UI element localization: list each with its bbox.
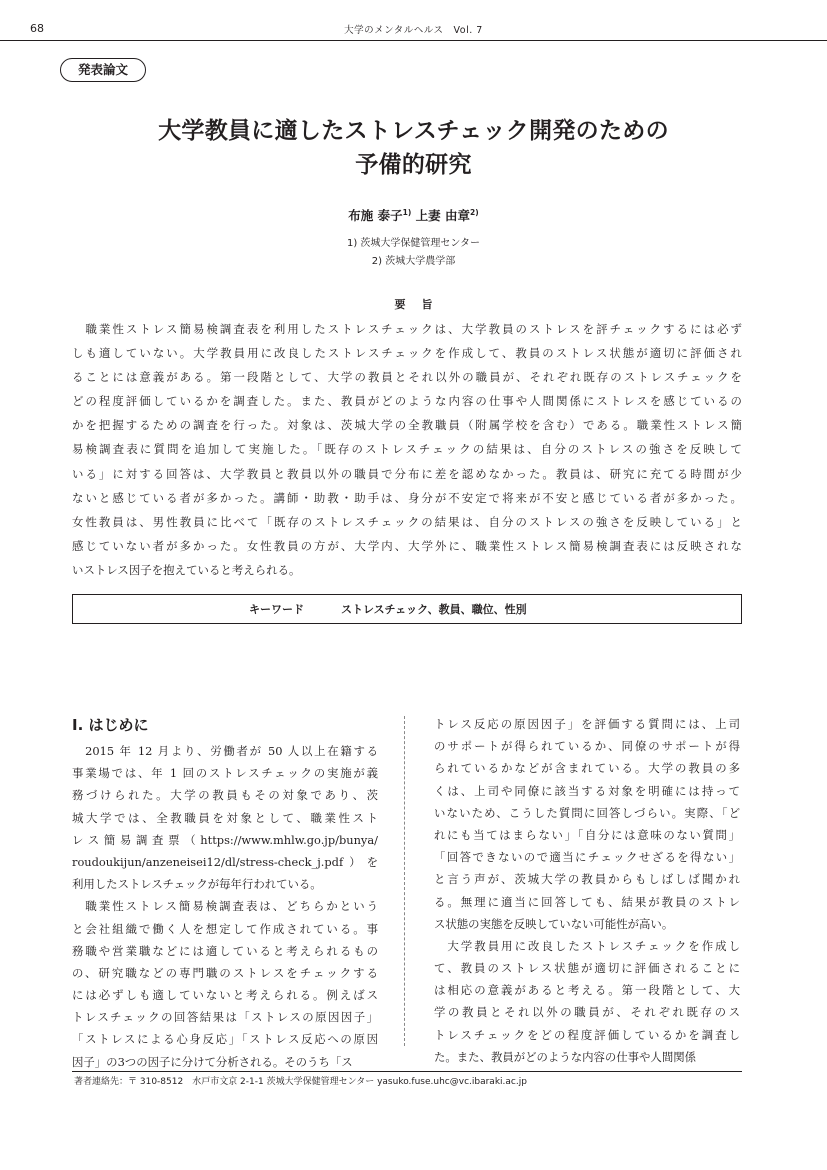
abstract-heading: 要旨: [394, 298, 449, 311]
text-line: ないと感じている者が多かった。講師・助教・助手は、身分が不安定で将来が不安と感じている者が多かった。: [72, 490, 742, 505]
text-line: の、研究職などの専門職のストレスをチェックする: [72, 965, 378, 980]
text-line: ス状態の実態を反映していない可能性が高い。: [434, 916, 674, 931]
text-line: 「回答できないので適当にチェックせざるを得ない」: [434, 850, 740, 865]
text-line: どの程度評価しているかを調査した。また、教員がどのような内容の仕事や人間関係にストレスを感じているの: [72, 394, 742, 409]
text-line: 感じていない者が多かった。女性教員の方が、大学内、大学外に、職業性ストレス簡易検調査表には反映されな: [72, 538, 742, 553]
body-column-left: [72, 740, 378, 1073]
abstract-body: [72, 317, 742, 582]
text-line: レス簡易調査票（https://www.mhlw.go.jp/bunya/: [72, 832, 378, 847]
column-divider: [404, 716, 405, 1046]
text-line: 女性教員は、男性教員に比べて「既存のストレスチェックの結果は、自分のストレスの強さを反映している」と: [72, 514, 742, 529]
footer-rule: [72, 1071, 742, 1072]
affiliation: 2) 茨城大学農学部: [371, 256, 456, 267]
text-line: いないため、こうした質問に回答しづらい。実際、「ど: [434, 805, 740, 820]
author-name: 布施 泰子: [348, 208, 403, 223]
author-affiliation-mark: 2): [470, 207, 479, 217]
text-line: 務づけられた。大学の教員もその対象であり、茨: [72, 788, 378, 803]
text-line: る。無理に適当に回答しても、結果が教員のストレ: [434, 894, 740, 909]
text-line: 務職や営業職などには適していると考えられるもの: [72, 943, 378, 958]
text-line: 大学教員用に改良したストレスチェックを作成し: [434, 938, 740, 953]
author-name: 上妻 由章: [415, 208, 471, 223]
text-line: いる」に対する回答は、大学教員と教員以外の職員で分布に差を認めなかった。教員は、研究に充てる時間が少: [72, 466, 742, 481]
text-line: かを把握するための調査を行った。対象は、茨城大学の全教職員（附属学校を含む）である。職業性ストレス簡: [72, 418, 742, 433]
keyword-box: [72, 594, 742, 624]
text-line: くは、上司や同僚に該当する対象を明確には持って: [434, 783, 740, 798]
title-line: 大学教員に適したストレスチェック開発のための: [158, 118, 669, 144]
text-line: 「ストレスによる心身反応」「ストレス反応への原因: [72, 1032, 378, 1047]
keyword-list: ストレスチェック、教員、職位、性別: [341, 603, 527, 616]
paper-title: [40, 114, 787, 182]
section-heading: I. はじめに: [72, 716, 149, 734]
text-line: 因子」の3つの因子に分けて分析される。そのうち「ス: [72, 1054, 353, 1069]
text-line: 学の教員とそれ以外の職員が、それぞれ既存のス: [434, 1005, 740, 1020]
keyword-label: キーワード: [249, 603, 304, 616]
text-line: トレス反応の原因因子」を評価する質問には、上司: [434, 717, 740, 731]
text-line: 城大学では、全教職員を対象として、職業性スト: [72, 810, 378, 825]
text-line: 2015 年 12 月より、労働者が 50 人以上在籍する: [72, 744, 378, 758]
text-line: 事業場では、年 1 回のストレスチェックの実施が義: [72, 766, 378, 781]
correspondence-note: 著者連絡先：〒 310-8512 水戸市文京 2-1-1 茨城大学保健管理センター yasuko.fuse.uhc@vc.ibaraki.ac.jp: [74, 1077, 527, 1087]
text-line: しも適していない。大学教員用に改良したストレスチェックを作成して、教員のストレス状態が適切に評価され: [72, 346, 742, 361]
title-line: 予備的研究: [355, 152, 472, 178]
header-rule: [0, 40, 827, 41]
text-line: 職業性ストレス簡易検調査表を利用したストレスチェックは、大学教員のストレスを評チェックするには必ず: [72, 322, 742, 336]
author-affiliation-mark: 1): [402, 207, 412, 217]
text-line: ることには意義がある。第一段階として、大学の教員とそれ以外の職員が、それぞれ既存のストレスチェックを: [72, 370, 742, 385]
running-head: 大学のメンタルヘルス Vol. 7: [344, 25, 483, 36]
text-line: た。また、教員がどのような内容の仕事や人間関係: [434, 1049, 696, 1064]
text-line: 利用したストレスチェックが毎年行われている。: [72, 877, 322, 892]
text-line: と会社組織で働く人を想定して作成されている。事: [72, 921, 378, 936]
body-column-right: [434, 713, 740, 1068]
text-line: いストレス因子を抱えていると考えられる。: [72, 562, 301, 577]
text-line: られているかなどが含まれている。大学の教員の多: [434, 761, 740, 776]
text-line: 職業性ストレス簡易検調査表は、どちらかという: [72, 899, 378, 914]
text-line: れにも当てはまらない」「自分には意味のない質問」: [434, 827, 740, 842]
affiliation: 1) 茨城大学保健管理センター: [346, 238, 481, 249]
text-line: のサポートが得られているか、同僚のサポートが得: [434, 739, 740, 754]
text-line: トレスチェックをどの程度評価しているかを調査し: [434, 1027, 740, 1042]
text-line: て、教員のストレス状態が適切に評価されることに: [434, 961, 740, 976]
text-line: トレスチェックの回答結果は「ストレスの原因因子」: [72, 1010, 378, 1025]
author-list: [0, 206, 827, 224]
text-line: と言う声が、茨城大学の教員からもしばしば聞かれ: [434, 872, 740, 887]
text-line: roudoukijun/anzeneisei12/dl/stress-check_j.pdf）を: [72, 854, 378, 869]
text-line: は相応の意義があると考える。第一段階として、大: [434, 983, 740, 998]
page-number: 68: [30, 22, 44, 35]
text-line: には必ずしも適していないと考えられる。例えばス: [72, 988, 378, 1003]
text-line: 易検調査表に質問を追加して実施した。「既存のストレスチェックの結果は、自分のストレスの強さを反映して: [72, 442, 742, 457]
article-type-badge: 発表論文: [60, 58, 146, 82]
